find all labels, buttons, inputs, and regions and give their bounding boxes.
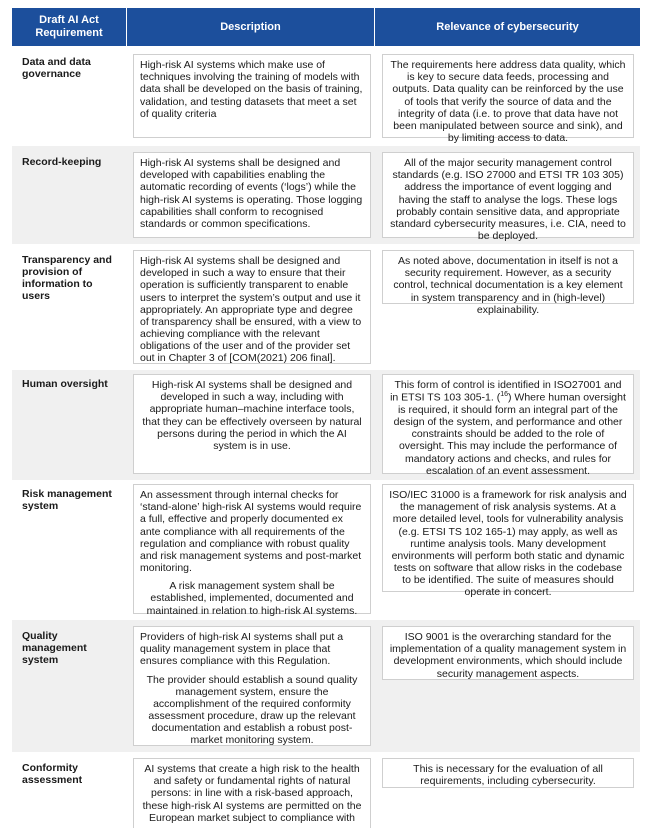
description-cell (133, 758, 371, 828)
relevance-cell (382, 54, 634, 145)
description-text: An assessment through internal checks for ‘stand-alone’ high-risk AI systems would require a full, effective and properly documented ex ante compliance with all requirements of the regulation and compliance with robust quality and risk management systems and post-market monitoring. (140, 489, 362, 575)
relevance-cell (382, 484, 634, 599)
relevance-text: As noted above, documentation in itself is not a security requirement. However, as a security control, technical documentation is a key element in system transparency and in (high-level) explainability. (393, 255, 623, 316)
relevance-text: All of the major security management control standards (e.g. ISO 27000 and ETSI TR 103 305) address the importance of event logging and having the staff to analyse the logs. These logs probably contain sensitive data, and appropriate standard cybersecurity measures, i.e. CIA, need to be deployed. (390, 157, 626, 243)
description-cell (133, 374, 371, 474)
relevance-text: ISO/IEC 31000 is a framework for risk analysis and the management of risk analysis systems. At a more detailed level, tools for vulnerability analysis (e.g. ETSI TS 102 165-1) may apply, as well as runtime analysis tools. Many development environments will perform both static and dynamic tests on software that allow risks in the codebase to be identified. The suite of measures should operate in concert. (389, 489, 627, 599)
description-text: AI systems that create a high risk to the health and safety or fundamental rights of natural persons: in line with a risk-based approach, these high-risk AI systems are permitted on the European market subject to compliance with (142, 763, 362, 824)
requirement-name: Data and data governance (22, 56, 91, 81)
footnote-ref: 16 (500, 391, 509, 399)
table-row (12, 146, 640, 244)
table-row (12, 244, 640, 370)
relevance-cell (382, 626, 634, 680)
description-text: High-risk AI systems which make use of techniques involving the training of models with data shall be developed on the basis of training, validation, and testing datasets that meet a set of quality criteria (140, 59, 363, 120)
table-row (12, 620, 640, 752)
relevance-text: This form of control is identified in ISO27001 and in ETSI TS 103 305-1. ($^{16}$) Where human oversight is required, it should form an integral part of the design of the system, and performance and other constraints should be added to the role of oversight. This may include the performance of mandatory actions and checks, and rules for escalation of an event assessment. (390, 379, 626, 477)
requirement-name: Conformity assessment (22, 762, 83, 787)
relevance-text: ISO 9001 is the overarching standard for the implementation of a quality management system in development environments, which should include security management aspects. (389, 631, 627, 680)
header-description: Description (126, 8, 374, 46)
relevance-cell (382, 374, 634, 477)
requirement-name: Record-keeping (22, 156, 102, 168)
table-row (12, 752, 640, 828)
requirement-name: Transparency and provision of information to users (22, 254, 112, 303)
description-cell (133, 250, 371, 364)
relevance-cell (382, 152, 634, 243)
description-cell (133, 626, 371, 746)
header-relevance: Relevance of cybersecurity (374, 8, 640, 46)
description-text: High-risk AI systems shall be designed and developed in such a way, including with appropriate human–machine interface tools, that they can be effectively overseen by natural persons during the period in which the AI system is in use. (142, 379, 362, 452)
requirement-name: Human oversight (22, 378, 108, 390)
description-text: A risk management system shall be established, implemented, documented and maintained in relation to high-risk AI systems. (146, 580, 358, 617)
description-cell (133, 484, 371, 617)
header-requirement: Draft AI Act Requirement (12, 8, 126, 46)
description-text: The provider should establish a sound quality management system, ensure the accomplishment of the required conformity assessment procedure, draw up the relevant documentation and establish a robust post-market monitoring system. (146, 673, 358, 747)
description-cell (133, 54, 371, 138)
description-text: Providers of high-risk AI systems shall put a quality management system in place that ensures compliance with this Regulation. (140, 631, 344, 668)
description-text: High-risk AI systems shall be designed and developed in such a way to ensure that their operation is sufficiently transparent to enable users to interpret the system’s output and use it appropriately. An appropriate type and degree of transparency shall be ensured, with a view to achieving compliance with the relevant obligations of the user and of the provider set out in Chapter 3 of [COM(2021) 206 final]. (140, 255, 362, 365)
requirement-name: Quality management system (22, 630, 87, 667)
table-row (12, 370, 640, 480)
description-text: High-risk AI systems shall be designed and developed with capabilities enabling the automatic recording of events (‘logs’) while the high-risk AI systems is operating. Those logging capabilities shall conform to recognised standards or common specifications. (140, 157, 363, 230)
relevance-text: This is necessary for the evaluation of all requirements, including cybersecurity. (413, 763, 603, 788)
relevance-cell (382, 758, 634, 788)
table-row (12, 480, 640, 620)
relevance-cell (382, 250, 634, 316)
table-row (12, 46, 640, 146)
relevance-text: The requirements here address data quality, which is key to secure data feeds, processing and outputs. Data quality can be reinforced by the use of tools that verify the source of data and the integrity of data (i.e. to prove that data have not been manipulated between source and sink), and by limiting access to data. (390, 59, 626, 145)
requirement-name: Risk management system (22, 488, 112, 513)
description-cell (133, 152, 371, 238)
